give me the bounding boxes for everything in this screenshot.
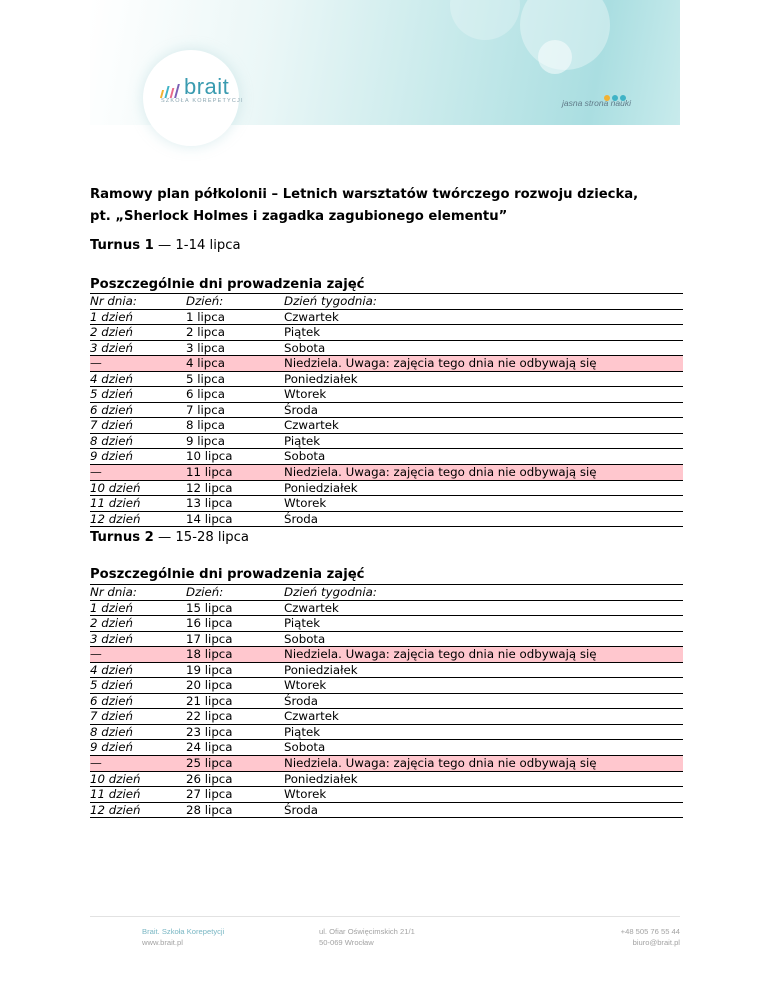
date-cell: 12 lipca [186, 480, 233, 495]
turnus-dates: — 1-14 lipca [153, 238, 241, 253]
table-row [90, 725, 683, 741]
weekday-cell: Piątek [284, 433, 321, 448]
date-cell: 10 lipca [186, 449, 233, 464]
day-number-cell: 3 dzień [90, 631, 133, 646]
day-number-cell: — [90, 647, 102, 662]
footer-website[interactable]: www.brait.pl [142, 938, 183, 947]
weekday-cell: Sobota [284, 740, 326, 755]
logo-bar [174, 84, 180, 98]
weekday-cell: Środa [284, 693, 319, 708]
weekday-cell: Środa [284, 402, 319, 417]
date-cell: 4 lipca [186, 356, 226, 371]
weekday-cell: Niedziela. Uwaga: zajęcia tego dnia nie odbywają się [284, 356, 597, 371]
turnus-2-label [90, 530, 249, 545]
day-number-cell: 1 dzień [90, 309, 133, 324]
decorative-bubble [538, 40, 572, 74]
table-row [90, 787, 683, 803]
day-number-cell: 4 dzień [90, 662, 133, 677]
column-header: Dzień tygodnia: [284, 585, 377, 599]
weekday-cell: Piątek [284, 325, 321, 340]
weekday-cell: Środa [284, 511, 319, 526]
weekday-cell: Wtorek [284, 678, 327, 693]
day-number-cell: 10 dzień [90, 771, 141, 786]
logo-bar [164, 86, 169, 98]
weekday-cell: Środa [284, 802, 319, 817]
day-number-cell: 12 dzień [90, 511, 141, 526]
table-row [90, 663, 683, 679]
date-cell: 20 lipca [186, 678, 233, 693]
table-row-day-off [90, 465, 683, 481]
date-cell: 27 lipca [186, 787, 233, 802]
day-number-cell: 1 dzień [90, 600, 133, 615]
date-cell: 28 lipca [186, 802, 233, 817]
weekday-cell: Czwartek [284, 600, 339, 615]
date-cell: 2 lipca [186, 325, 226, 340]
logo-icon [161, 82, 183, 98]
day-number-cell: — [90, 465, 102, 480]
day-number-cell: 8 dzień [90, 724, 133, 739]
table-row [90, 694, 683, 710]
turnus-1-label [90, 238, 241, 253]
footer-address [319, 926, 415, 948]
weekday-cell: Piątek [284, 616, 321, 631]
date-cell: 9 lipca [186, 433, 226, 448]
footer-city: 50-069 Wrocław [319, 938, 374, 947]
weekday-cell: Niedziela. Uwaga: zajęcia tego dnia nie odbywają się [284, 756, 597, 771]
date-cell: 8 lipca [186, 418, 226, 433]
weekday-cell: Piątek [284, 724, 321, 739]
table-row [90, 601, 683, 617]
column-header: Dzień: [186, 294, 224, 308]
date-cell: 6 lipca [186, 387, 226, 402]
footer-company [142, 926, 224, 948]
day-number-cell: 5 dzień [90, 387, 133, 402]
date-cell: 24 lipca [186, 740, 233, 755]
day-number-cell: 2 dzień [90, 616, 133, 631]
table-row [90, 512, 683, 528]
weekday-cell: Poniedziałek [284, 771, 358, 786]
table-row [90, 418, 683, 434]
table-row [90, 772, 683, 788]
date-cell: 22 lipca [186, 709, 233, 724]
day-number-cell: 9 dzień [90, 449, 133, 464]
table-row [90, 481, 683, 497]
table-row [90, 616, 683, 632]
table-row [90, 310, 683, 326]
day-number-cell: 11 dzień [90, 787, 141, 802]
date-cell: 25 lipca [186, 756, 233, 771]
table-row [90, 434, 683, 450]
table-header-row [90, 294, 683, 310]
date-cell: 11 lipca [186, 465, 233, 480]
section-heading: Poszczególnie dni prowadzenia zajęć [90, 277, 365, 292]
weekday-cell: Czwartek [284, 309, 339, 324]
date-cell: 15 lipca [186, 600, 233, 615]
date-cell: 7 lipca [186, 402, 226, 417]
table-row [90, 403, 683, 419]
date-cell: 13 lipca [186, 496, 233, 511]
date-cell: 14 lipca [186, 511, 233, 526]
weekday-cell: Czwartek [284, 418, 339, 433]
column-header: Dzień tygodnia: [284, 294, 377, 308]
date-cell: 18 lipca [186, 647, 233, 662]
weekday-cell: Wtorek [284, 387, 327, 402]
weekday-cell: Wtorek [284, 787, 327, 802]
footer-company-name: Brait. Szkoła Korepetycji [142, 927, 225, 936]
document-title [90, 184, 680, 228]
day-number-cell: 3 dzień [90, 340, 133, 355]
table-row [90, 709, 683, 725]
footer-email[interactable]: biuro@brait.pl [632, 938, 680, 947]
day-number-cell: — [90, 356, 102, 371]
day-number-cell: 7 dzień [90, 709, 133, 724]
table-row [90, 803, 683, 819]
weekday-cell: Niedziela. Uwaga: zajęcia tego dnia nie odbywają się [284, 465, 597, 480]
column-header: Nr dnia: [90, 585, 137, 599]
table-row [90, 496, 683, 512]
schedule-table-1 [90, 293, 683, 527]
footer-divider [90, 916, 680, 917]
date-cell: 16 lipca [186, 616, 233, 631]
day-number-cell: 5 dzień [90, 678, 133, 693]
day-number-cell: — [90, 756, 102, 771]
day-number-cell: 2 dzień [90, 325, 133, 340]
day-number-cell: 8 dzień [90, 433, 133, 448]
weekday-cell: Wtorek [284, 496, 327, 511]
decorative-bubble [450, 0, 520, 40]
column-header: Dzień: [186, 585, 224, 599]
logo-wordmark: brait [184, 74, 230, 99]
day-number-cell: 9 dzień [90, 740, 133, 755]
tagline: jasna strona nauki [562, 98, 631, 108]
date-cell: 26 lipca [186, 771, 233, 786]
table-row [90, 740, 683, 756]
day-number-cell: 12 dzień [90, 802, 141, 817]
weekday-cell: Poniedziałek [284, 480, 358, 495]
section-heading: Poszczególnie dni prowadzenia zajęć [90, 567, 365, 582]
day-number-cell: 7 dzień [90, 418, 133, 433]
table-row-day-off [90, 647, 683, 663]
footer-contact [562, 926, 680, 948]
weekday-cell: Niedziela. Uwaga: zajęcia tego dnia nie odbywają się [284, 647, 597, 662]
title-line-1: Ramowy plan półkolonii – Letnich warsztatów twórczego rozwoju dziecka, [90, 187, 639, 202]
tagline-dots-icon [604, 86, 628, 92]
day-number-cell: 10 dzień [90, 480, 141, 495]
table-row [90, 678, 683, 694]
weekday-cell: Czwartek [284, 709, 339, 724]
date-cell: 23 lipca [186, 724, 233, 739]
day-number-cell: 4 dzień [90, 371, 133, 386]
logo-subtitle: SZKOŁA KOREPETYCJI [161, 98, 244, 104]
table-row [90, 341, 683, 357]
table-row [90, 632, 683, 648]
turnus-name: Turnus 1 [90, 238, 154, 253]
table-row-day-off [90, 356, 683, 372]
footer-street: ul. Ofiar Oświęcimskich 21/1 [319, 927, 415, 936]
footer-phone[interactable]: +48 505 76 55 44 [620, 927, 680, 936]
table-row-day-off [90, 756, 683, 772]
title-line-2: pt. „Sherlock Holmes i zagadka zagubionego elementu” [90, 209, 508, 224]
logo-bar [160, 90, 164, 98]
table-row [90, 325, 683, 341]
date-cell: 19 lipca [186, 662, 233, 677]
weekday-cell: Sobota [284, 449, 326, 464]
column-header: Nr dnia: [90, 294, 137, 308]
turnus-dates: — 15-28 lipca [153, 530, 249, 545]
weekday-cell: Poniedziałek [284, 371, 358, 386]
date-cell: 21 lipca [186, 693, 233, 708]
table-row [90, 387, 683, 403]
table-row [90, 449, 683, 465]
date-cell: 5 lipca [186, 371, 226, 386]
day-number-cell: 6 dzień [90, 402, 133, 417]
day-number-cell: 6 dzień [90, 693, 133, 708]
weekday-cell: Sobota [284, 340, 326, 355]
date-cell: 17 lipca [186, 631, 233, 646]
date-cell: 3 lipca [186, 340, 226, 355]
schedule-table-2 [90, 584, 683, 818]
turnus-name: Turnus 2 [90, 530, 154, 545]
weekday-cell: Sobota [284, 631, 326, 646]
table-header-row [90, 585, 683, 601]
weekday-cell: Poniedziałek [284, 662, 358, 677]
table-row [90, 372, 683, 388]
date-cell: 1 lipca [186, 309, 226, 324]
day-number-cell: 11 dzień [90, 496, 141, 511]
